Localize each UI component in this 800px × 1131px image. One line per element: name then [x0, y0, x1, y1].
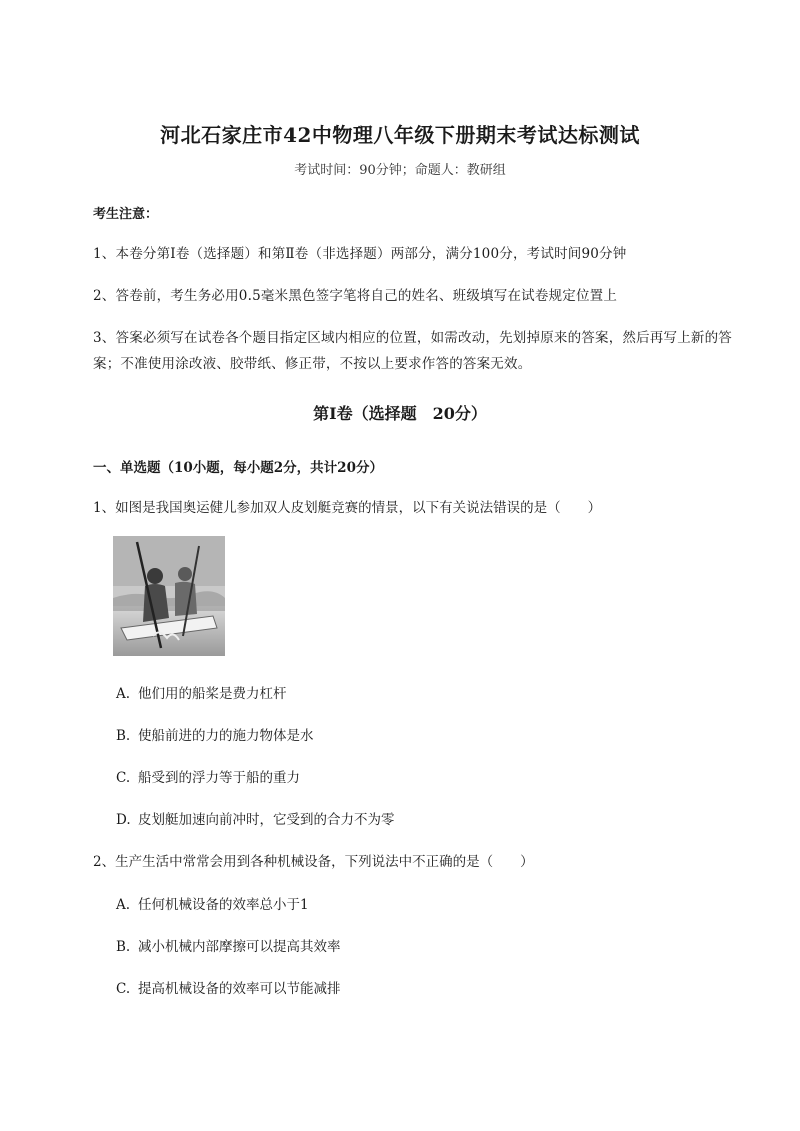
- option-text: 他们用的船桨是费力杠杆: [138, 686, 287, 702]
- option-c: [116, 766, 300, 786]
- notice-heading: 考生注意：: [93, 207, 159, 222]
- option-a: [116, 682, 287, 702]
- question-stem: 2、生产生活中常常会用到各种机械设备，下列说法中不正确的是（ ）: [93, 854, 534, 870]
- option-letter: C.: [116, 770, 131, 786]
- option-text: 提高机械设备的效率可以节能减排: [138, 981, 341, 997]
- option-text: 任何机械设备的效率总小于1: [138, 897, 309, 913]
- option-a: [116, 893, 309, 913]
- exam-subtitle: 考试时间：90分钟；命题人：教研组: [294, 163, 506, 178]
- notice-item: 2、答卷前，考生务必用0.5毫米黑色签字笔将自己的姓名、班级填写在试卷规定位置上: [93, 288, 618, 304]
- question-stem: 1、如图是我国奥运健儿参加双人皮划艇竞赛的情景，以下有关说法错误的是（ ）: [93, 500, 602, 516]
- option-text: 船受到的浮力等于船的重力: [138, 770, 300, 786]
- exam-title: 河北石家庄市42中物理八年级下册期末考试达标测试: [160, 123, 640, 147]
- option-d: [116, 808, 395, 828]
- notice-item: 3、答案必须写在试卷各个题目指定区域内相应的位置，如需改动，先划掉原来的答案，然后再写上新的答案；不准使用涂改液、胶带纸、修正带，不按以上要求作答的答案无效。: [93, 330, 732, 372]
- option-letter: B.: [116, 939, 131, 955]
- option-c: [116, 977, 341, 997]
- option-letter: A.: [116, 897, 131, 913]
- option-text: 皮划艇加速向前冲时，它受到的合力不为零: [138, 812, 395, 828]
- option-b: [116, 935, 341, 955]
- part-heading: 一、单选题（10小题，每小题2分，共计20分）: [93, 460, 383, 476]
- option-letter: D.: [116, 812, 131, 828]
- option-text: 使船前进的力的施力物体是水: [138, 728, 314, 744]
- notice-item: 1、本卷分第Ⅰ卷（选择题）和第Ⅱ卷（非选择题）两部分，满分100分，考试时间90分钟: [93, 246, 627, 262]
- option-letter: C.: [116, 981, 131, 997]
- section-title: 第Ⅰ卷（选择题 20分）: [313, 404, 487, 423]
- option-b: [116, 724, 314, 744]
- kayak-photo: [113, 536, 225, 656]
- option-letter: B.: [116, 728, 131, 744]
- option-text: 减小机械内部摩擦可以提高其效率: [138, 939, 341, 955]
- option-letter: A.: [116, 686, 131, 702]
